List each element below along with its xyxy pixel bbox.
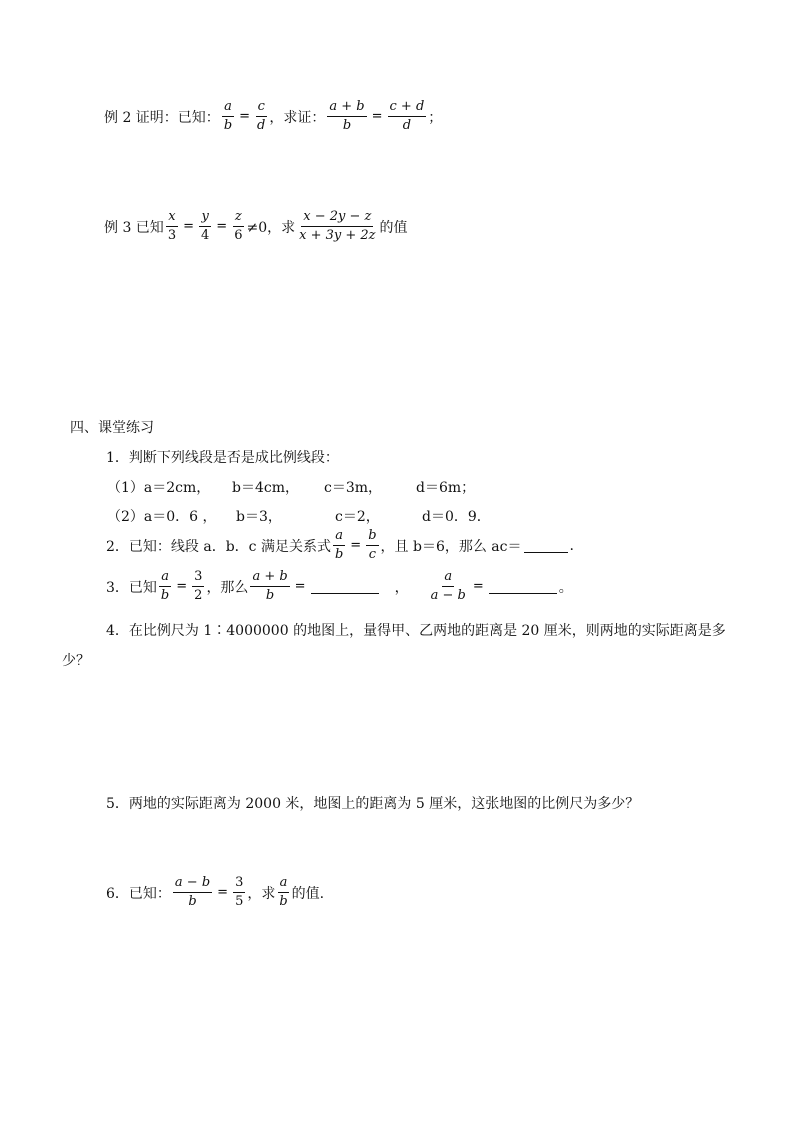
- fraction-a-over-a-minus-b: $\frac{a}{a - b}$: [430, 569, 466, 604]
- answer-blank-2[interactable]: [489, 579, 557, 594]
- equals-sign: =: [217, 885, 229, 901]
- fraction-z-over-6: $\frac{z}{6}$: [234, 209, 243, 244]
- question-3-mid: ，那么: [206, 579, 249, 596]
- question-2: [106, 529, 574, 563]
- question-3: [106, 570, 573, 604]
- row2-b: b＝3，: [236, 509, 282, 525]
- question-3-sep: ，: [394, 579, 409, 596]
- question-5: 5．两地的实际距离为 2000 米，地图上的距离为 5 厘米，这张地图的比例尺为多少？: [106, 796, 640, 812]
- equals-sign: =: [294, 579, 306, 595]
- question-1-row-1: [107, 477, 475, 497]
- answer-blank-1[interactable]: [311, 579, 379, 594]
- equals-sign: =: [176, 579, 188, 595]
- equals-sign: =: [183, 219, 194, 235]
- fraction-3-over-2: $\frac{3}{2}$: [194, 569, 203, 604]
- section-title: 四、课堂练习: [70, 420, 154, 436]
- question-1-row-2: [107, 506, 491, 526]
- question-2-tail: .: [569, 537, 574, 554]
- example-2: [104, 100, 442, 134]
- equals-sign: =: [472, 579, 484, 595]
- fraction-a-over-b: $\frac{a}{b}$: [279, 875, 288, 910]
- row1-c: c＝3m，: [324, 480, 383, 496]
- equals-sign: =: [239, 109, 251, 125]
- example-3: [104, 210, 408, 244]
- fraction-a-plus-b-over-b: $\frac{a + b}{b}$: [252, 569, 288, 604]
- question-6-end: 的值.: [291, 885, 325, 902]
- question-4: 4．在比例尺为 1∶4000000 的地图上，量得甲、乙两地的距离是 20 厘米，则两地的实际距离是多少？: [62, 623, 726, 669]
- example-3-end: 的值: [379, 219, 408, 236]
- question-2-text: 2．已知：线段 a．b．c 满足关系式: [106, 538, 331, 555]
- fraction-c-plus-d-over-d: $\frac{c + d}{d}$: [389, 99, 425, 134]
- row1-a: （1）a＝2cm，: [107, 480, 211, 496]
- question-3-tail: 。: [558, 579, 573, 596]
- row2-a: （2）a＝0．6 ，: [107, 509, 217, 525]
- question-3-text: 3．已知: [106, 579, 157, 596]
- example-2-prove: ，求证：: [269, 109, 326, 126]
- not-equal-zero: ≠0，求: [246, 219, 296, 236]
- example-2-label: 例 2 证明：已知：: [104, 109, 220, 126]
- fraction-3-over-5: $\frac{3}{5}$: [235, 875, 244, 910]
- fraction-b-over-c: $\frac{b}{c}$: [368, 528, 377, 563]
- fraction-a-plus-b-over-b: $\frac{a + b}{b}$: [329, 99, 365, 134]
- fraction-a-over-b: $\frac{a}{b}$: [160, 569, 170, 604]
- row1-d: d＝6m；: [416, 480, 476, 496]
- question-1: 1．判断下列线段是否是成比例线段：: [106, 450, 339, 466]
- row2-c: c＝2，: [335, 509, 380, 525]
- question-6-text: 6．已知：: [106, 885, 171, 902]
- fraction-x-over-3: $\frac{x}{3}$: [167, 209, 177, 244]
- fraction-a-over-b: $\frac{a}{b}$: [334, 528, 344, 563]
- fraction-y-over-4: $\frac{y}{4}$: [201, 209, 210, 244]
- fraction-c-over-d: $\frac{c}{d}$: [257, 99, 266, 134]
- fraction-expression: $\frac{x - 2y - z}{x + 3y + 2z}$: [299, 209, 376, 244]
- question-6: [106, 876, 324, 910]
- example-2-end: ；: [428, 109, 443, 126]
- equals-sign: =: [350, 538, 362, 554]
- question-6-mid: ，求: [247, 885, 276, 902]
- fraction-a-over-b: $\frac{a}{b}$: [223, 99, 233, 134]
- equals-sign: =: [216, 219, 228, 235]
- row1-b: b＝4cm，: [232, 480, 299, 496]
- example-3-label: 例 3 已知: [104, 219, 164, 236]
- answer-blank[interactable]: [524, 538, 568, 553]
- equals-sign: =: [371, 109, 383, 125]
- fraction-a-minus-b-over-b: $\frac{a - b}{b}$: [174, 875, 211, 910]
- row2-d: d＝0．9．: [422, 509, 491, 525]
- question-2-condition: ，且 b＝6，那么 ac＝: [380, 538, 522, 555]
